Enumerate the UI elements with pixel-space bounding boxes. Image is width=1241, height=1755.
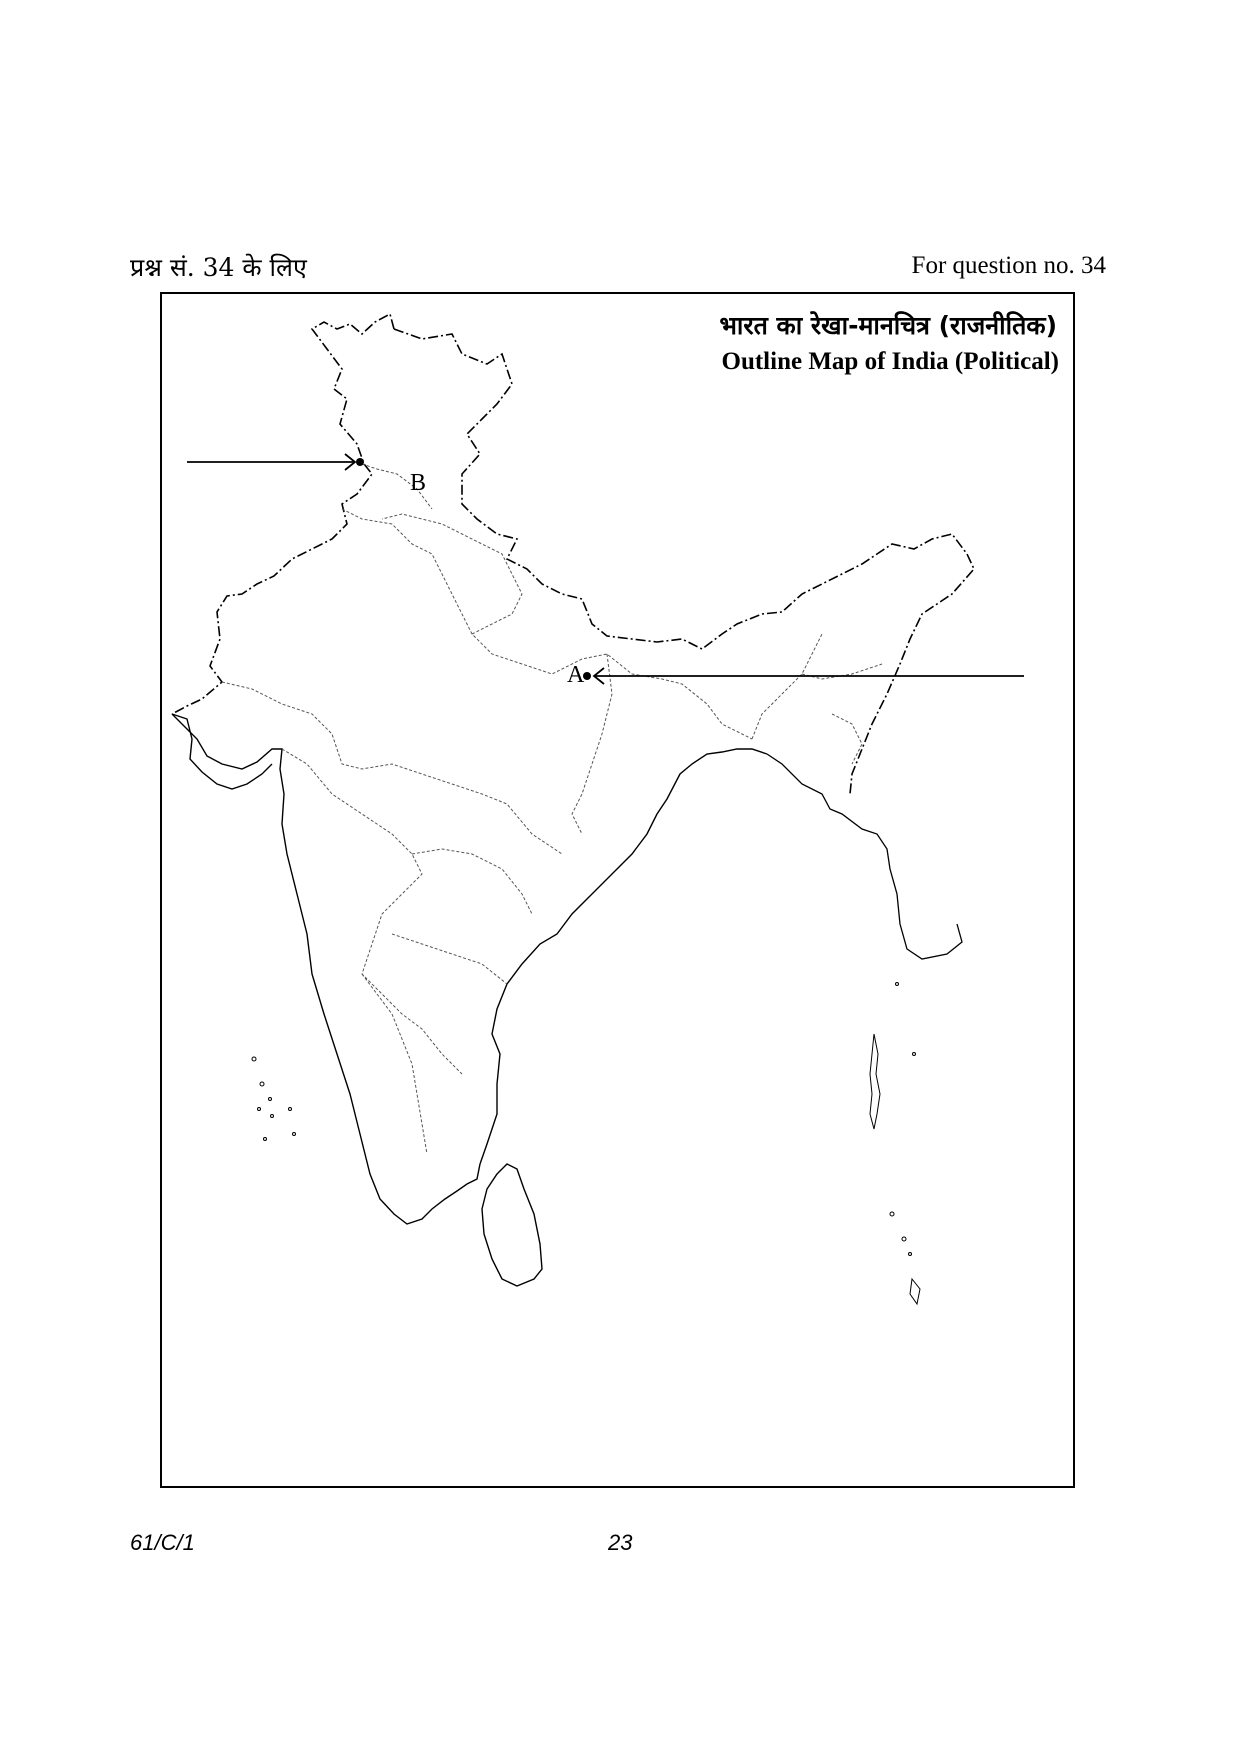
northern-border <box>172 314 394 714</box>
question-label-hindi: प्रश्न सं. 34 के लिए <box>130 253 307 282</box>
marker-label-a: A <box>567 662 585 688</box>
marker-label-b: B <box>410 470 427 496</box>
map-frame <box>160 292 1075 1488</box>
gujarat-coast <box>172 714 272 789</box>
state-boundaries <box>222 464 882 1154</box>
marker-arrows <box>187 454 1024 684</box>
page-number: 23 <box>608 1530 633 1555</box>
andaman-nicobar-islands <box>870 983 920 1305</box>
india-outline-map <box>162 294 1073 1486</box>
map-title-english: Outline Map of India (Political) <box>721 348 1059 375</box>
lakshadweep-islands <box>252 1057 296 1141</box>
western-coastline <box>172 714 480 1224</box>
paper-code: 61/C/1 <box>130 1530 195 1555</box>
sri-lanka-outline <box>482 1164 542 1286</box>
map-title-hindi: भारत का रेखा-मानचित्र (राजनीतिक) <box>719 311 1057 340</box>
marker-point-b <box>356 458 364 466</box>
northeast-border <box>394 329 974 794</box>
eastern-coastline <box>480 749 767 1164</box>
question-label-english: For question no. 34 <box>911 252 1106 279</box>
northeast-outline <box>767 754 962 959</box>
